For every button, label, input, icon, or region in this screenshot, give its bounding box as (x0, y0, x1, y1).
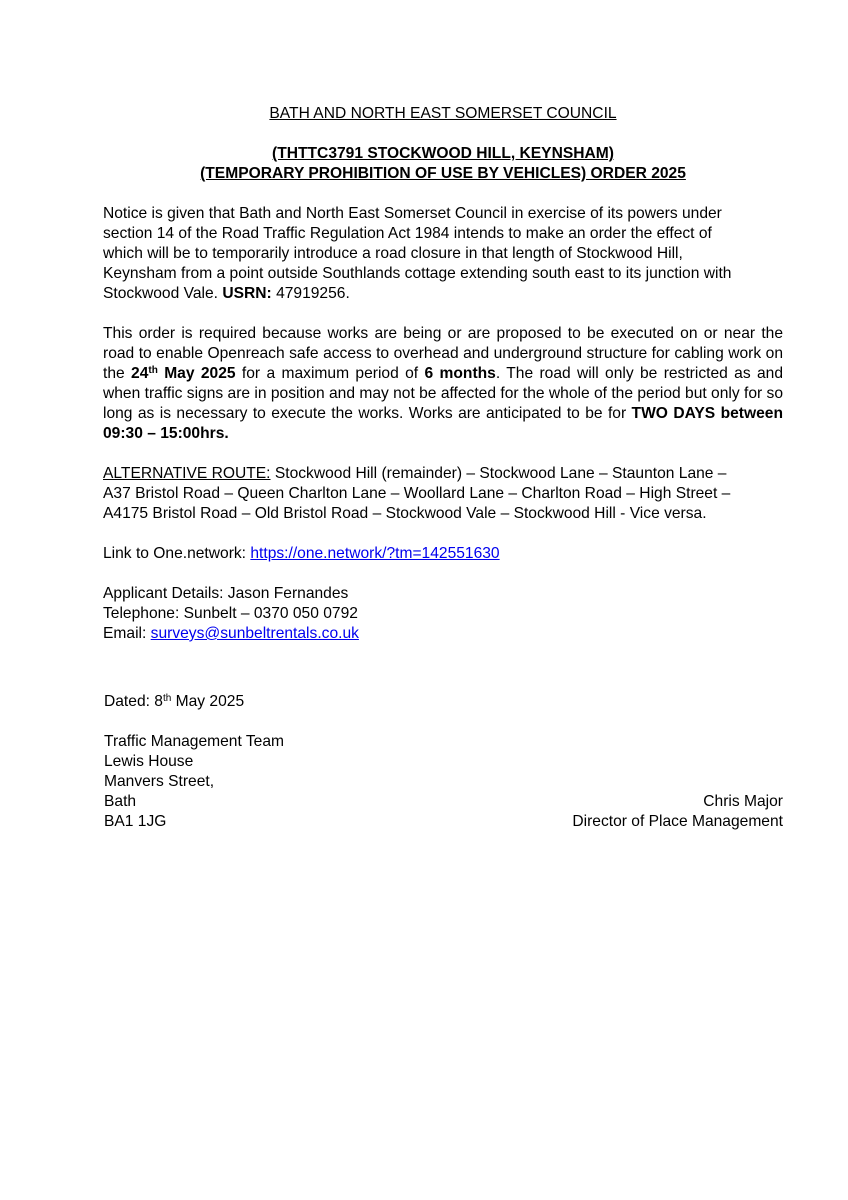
reason-text3: . The road will only be restricted as and when traffic signs are in position and may not be affected for the whole of the period but only for so long as is necessary to execute the works. Works are anticipated to be for (103, 365, 784, 422)
order-title-line1: (THTTC3791 STOCKWOOD HILL, KEYNSHAM) (272, 145, 614, 162)
max-period: 6 months (424, 365, 496, 382)
notice-paragraph (103, 204, 783, 304)
council-name: BATH AND NORTH EAST SOMERSET COUNCIL (269, 105, 617, 122)
notice-line: Notice is given that Bath and North East Somerset Council in exercise of its powers under (103, 205, 722, 222)
one-network-paragraph (103, 544, 783, 564)
notice-document (103, 104, 783, 832)
address-line: Manvers Street, (104, 773, 215, 790)
works-duration: TWO DAYS between 09:30 – 15:00hrs. (103, 405, 783, 442)
start-date-day: 24 (131, 365, 149, 382)
notice-line: section 14 of the Road Traffic Regulation Act 1984 intends to make an order the effect of (103, 225, 712, 242)
notice-line: Keynsham from a point outside Southlands cottage extending south east to its junction with (103, 265, 732, 282)
reason-text2: for a maximum period of (235, 365, 425, 382)
alt-route-line1 (103, 464, 783, 484)
alt-route-line2: A37 Bristol Road – Queen Charlton Lane – Woollard Lane – Charlton Road – High Street – (103, 485, 731, 502)
address-line: Traffic Management Team (104, 733, 284, 750)
signatory-name: Chris Major (703, 793, 783, 810)
address-line: Lewis House (104, 753, 194, 770)
reason-paragraph (103, 324, 783, 444)
email-label: Email: (103, 625, 151, 642)
applicant-details (103, 584, 783, 644)
signature-block (104, 732, 783, 832)
applicant-email-link[interactable]: surveys@sunbeltrentals.co.uk (150, 625, 359, 642)
order-title (103, 144, 783, 184)
alt-route-label: ALTERNATIVE ROUTE: (103, 465, 271, 482)
dated-line (104, 692, 783, 712)
dated-rest: May 2025 (171, 693, 245, 710)
notice-line: which will be to temporarily introduce a road closure in that length of Stockwood Hill, (103, 245, 683, 262)
start-date (131, 365, 236, 382)
alt-route-line3: A4175 Bristol Road – Old Bristol Road – Stockwood Vale – Stockwood Hill - Vice versa. (103, 505, 707, 522)
start-date-suffix: th (148, 365, 158, 376)
start-date-rest: May 2025 (157, 365, 236, 382)
usrn-value: 47919256. (271, 285, 350, 302)
usrn-label: USRN: (222, 285, 272, 302)
reason-text1: This order is required because works are being or are proposed to be executed on or near the road to enable Openreach safe access to overhead and underground structure for cabling work on the (103, 325, 783, 382)
order-title-line2: (TEMPORARY PROHIBITION OF USE BY VEHICLES) ORDER 2025 (200, 165, 686, 182)
one-network-link[interactable]: https://one.network/?tm=142551630 (250, 545, 500, 562)
notice-line-last (103, 284, 783, 304)
signatory (572, 792, 783, 832)
alt-route-text1: Stockwood Hill (remainder) – Stockwood Lane – Staunton Lane – (270, 465, 727, 482)
address-line: Bath (104, 793, 137, 810)
dated-label: Dated: (104, 693, 155, 710)
notice-last-prefix: Stockwood Vale. (103, 285, 223, 302)
address-line: BA1 1JG (104, 813, 167, 830)
applicant-telephone: Telephone: Sunbelt – 0370 050 0792 (103, 605, 358, 622)
alternative-route (103, 464, 783, 524)
applicant-email-line (103, 624, 783, 644)
one-network-label: Link to One.network: (103, 545, 251, 562)
signatory-title: Director of Place Management (572, 813, 783, 830)
dated-suffix: th (162, 693, 172, 704)
dated-day: 8 (154, 693, 163, 710)
applicant-name: Applicant Details: Jason Fernandes (103, 585, 349, 602)
